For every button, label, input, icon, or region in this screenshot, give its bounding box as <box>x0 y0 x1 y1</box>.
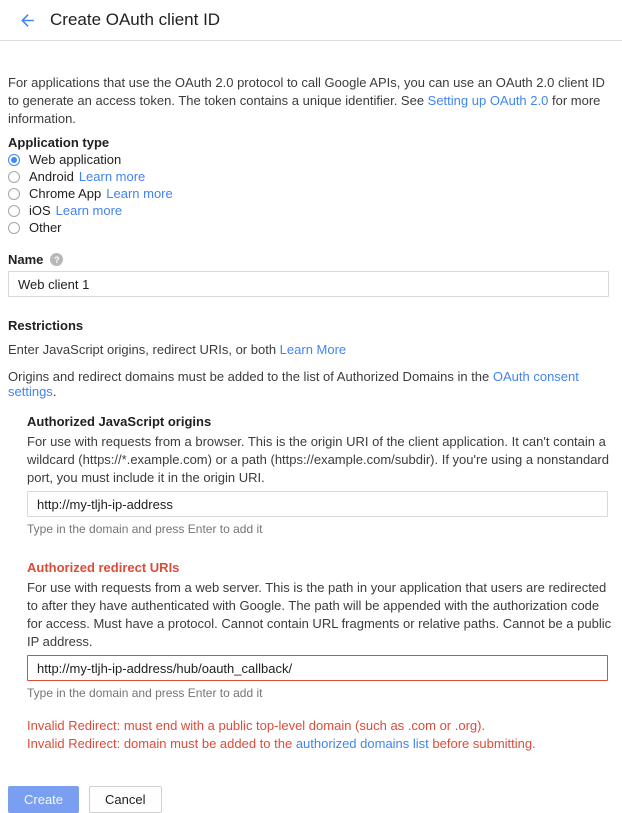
learn-more-link[interactable]: Learn More <box>279 342 347 357</box>
error-authorized-domain <box>27 735 614 753</box>
error-top-level-domain: Invalid Redirect: must end with a public top-level domain (such as .com or .org). <box>27 718 486 733</box>
validation-errors <box>27 717 614 753</box>
radio-ios[interactable] <box>8 203 614 218</box>
page-title: Create OAuth client ID <box>50 10 221 29</box>
restrictions-line1 <box>8 342 614 357</box>
radio-label: Web application <box>29 152 122 167</box>
radio-unselected-icon[interactable] <box>8 205 20 217</box>
intro-text-before: For applications that use the OAuth 2.0 protocol to call Google APIs, you can use an OAuth 2.0 client ID to generate an access token. The token contains a unique identifier. See <box>8 75 605 108</box>
radio-android[interactable] <box>8 169 614 184</box>
restrictions-title: Restrictions <box>8 318 84 333</box>
authorized-domains-list-link[interactable]: authorized domains list <box>295 736 429 751</box>
radio-label: Android <box>29 169 74 184</box>
authorized-js-origins-title: Authorized JavaScript origins <box>27 414 212 429</box>
radio-label: iOS <box>29 203 51 218</box>
client-name-input[interactable] <box>8 271 609 297</box>
application-type-section <box>8 135 614 235</box>
restrictions-line2 <box>8 369 614 399</box>
authorized-js-origins-description: For use with requests from a browser. This is the origin URI of the client application. It can't contain a wildcard (https://*.example.com) or a path (https://example.com/subdir). If you're using a nonstandard port, you must include it in the origin URI. <box>27 434 609 485</box>
create-button[interactable]: Create <box>8 786 79 813</box>
radio-unselected-icon[interactable] <box>8 171 20 183</box>
page-header <box>0 0 622 41</box>
authorized-redirect-uris-section <box>27 560 614 753</box>
restrictions-line2-period: . <box>52 384 57 399</box>
radio-selected-icon[interactable] <box>8 154 20 166</box>
oauth-consent-settings-link[interactable]: OAuth consent settings <box>8 369 579 399</box>
learn-more-link[interactable]: Learn more <box>78 169 146 184</box>
radio-web-application[interactable] <box>8 152 614 167</box>
restrictions-line1-text: Enter JavaScript origins, redirect URIs, or both <box>8 342 280 357</box>
error2-text-before: Invalid Redirect: domain must be added to the <box>27 736 296 751</box>
redirect-helper-text: Type in the domain and press Enter to add it <box>27 686 263 700</box>
authorized-js-origins-section <box>27 414 614 536</box>
radio-unselected-icon[interactable] <box>8 222 20 234</box>
application-type-label: Application type <box>8 135 110 150</box>
radio-other[interactable] <box>8 220 614 235</box>
error2-text-after: before submitting. <box>428 736 536 751</box>
radio-chrome-app[interactable] <box>8 186 614 201</box>
origin-helper-text: Type in the domain and press Enter to add it <box>27 522 263 536</box>
restrictions-section <box>8 318 614 753</box>
authorized-redirect-uris-description: For use with requests from a web server. This is the path in your application that users are redirected to after they have authenticated with Google. The path will be appended with the authorization code for access. Must have a protocol. Cannot contain URL fragments or relative paths. Cannot be a public IP address. <box>27 580 612 649</box>
intro-text-after: for more information. <box>8 93 601 126</box>
help-icon[interactable] <box>50 253 63 266</box>
authorized-redirect-uris-title: Authorized redirect URIs <box>27 560 180 575</box>
radio-label: Other <box>29 220 62 235</box>
form-actions <box>8 786 614 813</box>
radio-label: Chrome App <box>29 186 102 201</box>
cancel-button[interactable]: Cancel <box>89 786 161 813</box>
learn-more-link[interactable]: Learn more <box>55 203 123 218</box>
radio-unselected-icon[interactable] <box>8 188 20 200</box>
setting-up-oauth-link[interactable]: Setting up OAuth 2.0 <box>427 93 549 108</box>
back-arrow-icon[interactable] <box>17 10 37 30</box>
name-section <box>8 252 614 297</box>
intro-paragraph <box>8 74 614 128</box>
restrictions-line2-text: Origins and redirect domains must be added to the list of Authorized Domains in the <box>8 369 493 384</box>
name-label: Name <box>8 252 44 267</box>
learn-more-link[interactable]: Learn more <box>106 186 173 201</box>
js-origin-input[interactable] <box>27 491 608 517</box>
redirect-uri-input[interactable] <box>27 655 608 681</box>
